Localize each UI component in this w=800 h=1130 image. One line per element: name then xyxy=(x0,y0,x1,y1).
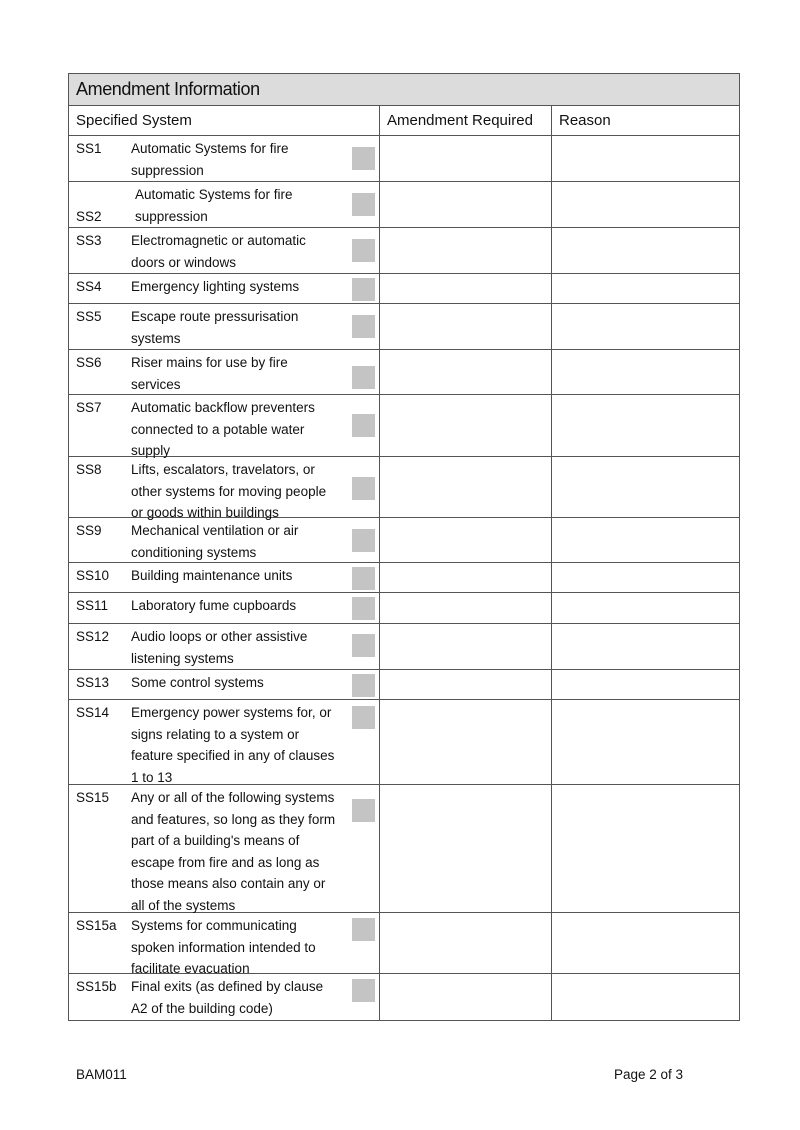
system-description: Building maintenance units xyxy=(131,568,293,583)
specified-system-cell xyxy=(69,913,380,976)
checkbox[interactable] xyxy=(352,239,375,262)
specified-system-cell xyxy=(69,228,380,273)
reason-cell[interactable] xyxy=(552,182,739,227)
reason-cell[interactable] xyxy=(552,457,739,517)
system-code: SS3 xyxy=(76,233,102,248)
table-row xyxy=(69,136,739,182)
specified-system-cell xyxy=(69,395,380,456)
system-description: Systems for communicating spoken information intended to facilitate evacuation xyxy=(131,918,316,976)
system-code: SS8 xyxy=(76,462,102,477)
table-row xyxy=(69,182,739,228)
table-row xyxy=(69,624,739,670)
table-row xyxy=(69,518,739,563)
amendment-required-cell[interactable] xyxy=(380,518,552,562)
table-row xyxy=(69,785,739,913)
column-header-row xyxy=(69,106,739,136)
header-specified-system: Specified System xyxy=(69,106,380,135)
specified-system-cell xyxy=(69,182,380,227)
checkbox[interactable] xyxy=(352,193,375,216)
table-row xyxy=(69,274,739,304)
amendment-required-cell[interactable] xyxy=(380,670,552,699)
reason-cell[interactable] xyxy=(552,563,739,592)
system-code: SS2 xyxy=(76,209,102,224)
system-description: Automatic backflow preventers connected to a potable water supply xyxy=(131,400,315,458)
checkbox[interactable] xyxy=(352,634,375,657)
system-code: SS9 xyxy=(76,523,102,538)
system-description: Laboratory fume cupboards xyxy=(131,598,297,613)
system-description: Escape route pressurisation systems xyxy=(131,309,299,346)
amendment-required-cell[interactable] xyxy=(380,228,552,273)
table-row xyxy=(69,457,739,518)
system-code: SS6 xyxy=(76,355,102,370)
amendment-information-table xyxy=(68,73,740,1021)
amendment-required-cell[interactable] xyxy=(380,350,552,394)
checkbox[interactable] xyxy=(352,414,375,437)
system-code: SS15a xyxy=(76,918,117,933)
table-row xyxy=(69,350,739,395)
checkbox[interactable] xyxy=(352,366,375,389)
specified-system-cell xyxy=(69,274,380,303)
amendment-required-cell[interactable] xyxy=(380,624,552,669)
table-row xyxy=(69,913,739,974)
specified-system-cell xyxy=(69,350,380,394)
specified-system-cell xyxy=(69,624,380,669)
table-row xyxy=(69,593,739,624)
checkbox[interactable] xyxy=(352,706,375,729)
system-description: Mechanical ventilation or air conditioning systems xyxy=(131,523,299,560)
specified-system-cell xyxy=(69,304,380,349)
amendment-required-cell[interactable] xyxy=(380,974,552,1020)
system-code: SS1 xyxy=(76,141,102,156)
table-row xyxy=(69,228,739,274)
reason-cell[interactable] xyxy=(552,913,739,973)
table-row xyxy=(69,670,739,700)
system-description: Emergency power systems for, or signs relating to a system or feature specified in any of clauses 1 to 13 xyxy=(131,705,335,785)
specified-system-cell xyxy=(69,457,380,520)
amendment-required-cell[interactable] xyxy=(380,136,552,181)
table-row xyxy=(69,563,739,593)
reason-cell[interactable] xyxy=(552,670,739,699)
reason-cell[interactable] xyxy=(552,228,739,273)
system-code: SS13 xyxy=(76,675,110,690)
system-description: Electromagnetic or automatic doors or windows xyxy=(131,233,306,270)
system-code: SS14 xyxy=(76,705,110,720)
system-description: Automatic Systems for fire suppression xyxy=(135,187,293,224)
system-code: SS10 xyxy=(76,568,110,583)
reason-cell[interactable] xyxy=(552,304,739,349)
amendment-required-cell[interactable] xyxy=(380,395,552,456)
system-description: Riser mains for use by fire services xyxy=(131,355,288,392)
amendment-required-cell[interactable] xyxy=(380,182,552,227)
header-amendment-required: Amendment Required xyxy=(380,106,552,135)
checkbox[interactable] xyxy=(352,799,375,822)
amendment-required-cell[interactable] xyxy=(380,274,552,303)
checkbox[interactable] xyxy=(352,278,375,301)
reason-cell[interactable] xyxy=(552,974,739,1020)
system-description: Automatic Systems for fire suppression xyxy=(131,141,289,178)
system-description: Final exits (as defined by clause A2 of the building code) xyxy=(131,979,324,1016)
checkbox[interactable] xyxy=(352,674,375,697)
table-row xyxy=(69,395,739,457)
checkbox[interactable] xyxy=(352,918,375,941)
reason-cell[interactable] xyxy=(552,593,739,623)
specified-system-cell xyxy=(69,563,380,592)
system-code: SS11 xyxy=(76,598,109,613)
specified-system-cell xyxy=(69,593,380,623)
checkbox[interactable] xyxy=(352,147,375,170)
checkbox[interactable] xyxy=(352,477,375,500)
amendment-required-cell[interactable] xyxy=(380,700,552,784)
amendment-required-cell[interactable] xyxy=(380,785,552,912)
reason-cell[interactable] xyxy=(552,350,739,394)
amendment-required-cell[interactable] xyxy=(380,563,552,592)
system-description: Audio loops or other assistive listening systems xyxy=(131,629,308,666)
system-description: Some control systems xyxy=(131,675,264,690)
system-code: SS15b xyxy=(76,979,117,994)
checkbox[interactable] xyxy=(352,567,375,590)
header-reason: Reason xyxy=(559,112,611,129)
specified-system-cell xyxy=(69,670,380,699)
checkbox[interactable] xyxy=(352,529,375,552)
table-row xyxy=(69,304,739,350)
reason-cell[interactable] xyxy=(552,518,739,562)
amendment-required-cell[interactable] xyxy=(380,457,552,517)
document-code: BAM011 xyxy=(76,1067,127,1082)
reason-cell[interactable] xyxy=(552,274,739,303)
table-row xyxy=(69,974,739,1020)
checkbox[interactable] xyxy=(352,315,375,338)
amendment-required-cell[interactable] xyxy=(380,593,552,623)
table-title: Amendment Information xyxy=(69,74,739,106)
system-code: SS4 xyxy=(76,279,102,294)
system-description: Lifts, escalators, travelators, or other systems for moving people or goods within buildings xyxy=(131,462,327,520)
system-code: SS5 xyxy=(76,309,102,324)
checkbox[interactable] xyxy=(352,597,375,620)
system-description: Any or all of the following systems and features, so long as they form part of a building's means of escape from fire and as long as those means also contain any or all of the systems xyxy=(131,790,336,913)
specified-system-cell xyxy=(69,785,380,912)
system-code: SS12 xyxy=(76,629,110,644)
reason-cell[interactable] xyxy=(552,624,739,669)
reason-cell[interactable] xyxy=(552,395,739,456)
amendment-required-cell[interactable] xyxy=(380,304,552,349)
page-number: Page 2 of 3 xyxy=(613,1067,683,1082)
checkbox[interactable] xyxy=(352,979,375,1002)
reason-cell[interactable] xyxy=(552,136,739,181)
system-code: SS7 xyxy=(76,400,102,415)
amendment-required-cell[interactable] xyxy=(380,913,552,973)
system-code: SS15 xyxy=(76,790,110,805)
table-row xyxy=(69,700,739,785)
specified-system-cell xyxy=(69,136,380,181)
specified-system-cell xyxy=(69,974,380,1020)
specified-system-cell xyxy=(69,700,380,784)
reason-cell[interactable] xyxy=(552,700,739,784)
system-description: Emergency lighting systems xyxy=(131,279,300,294)
reason-cell[interactable] xyxy=(552,785,739,912)
specified-system-cell xyxy=(69,518,380,562)
